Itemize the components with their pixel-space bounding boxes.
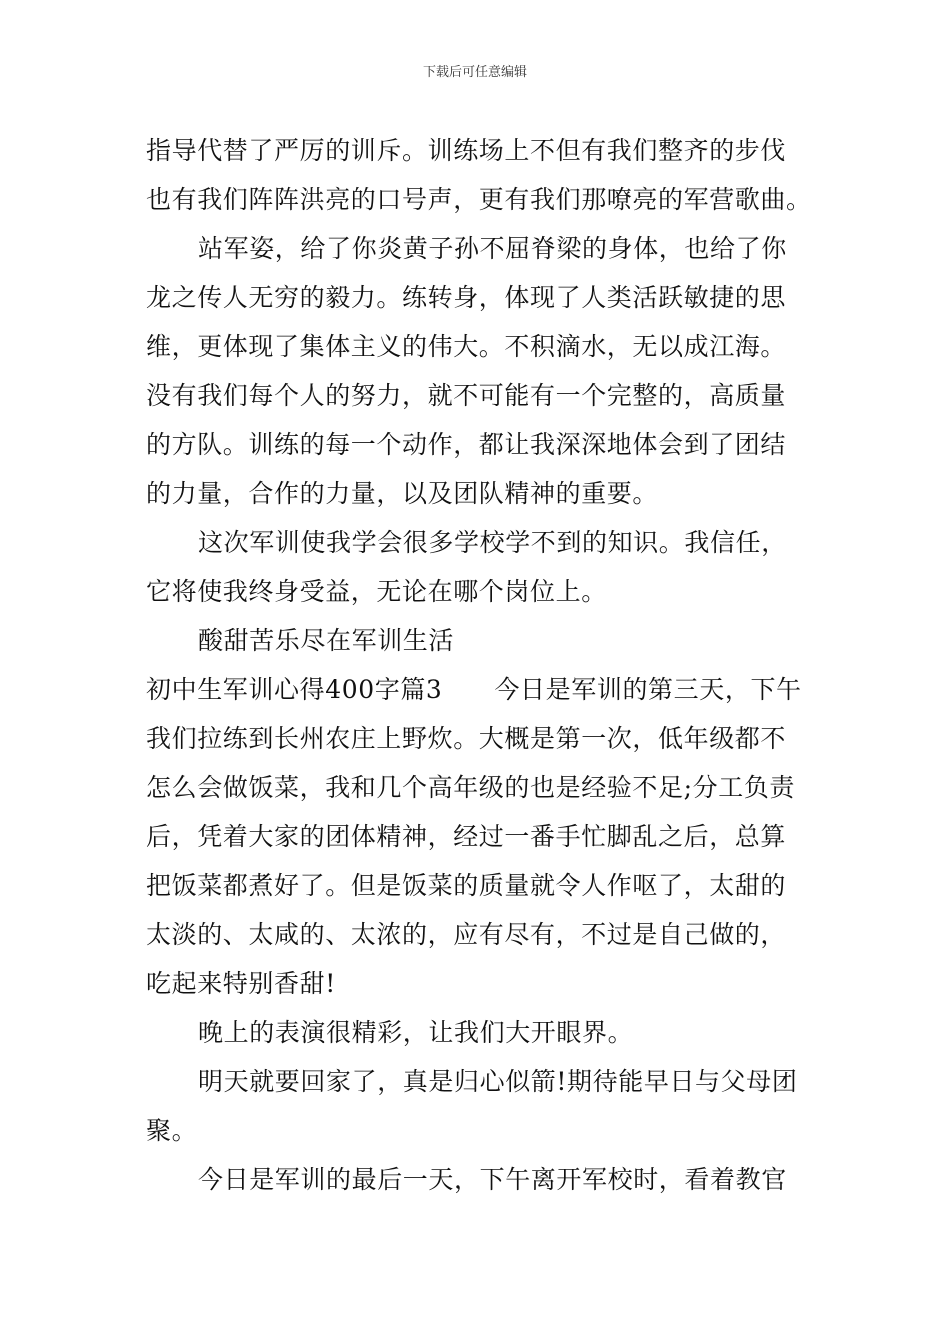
text-line: [146, 371, 810, 420]
text-line: [146, 714, 810, 763]
text-line: [146, 1106, 810, 1155]
text-line: [146, 1008, 810, 1057]
text-line: [146, 175, 810, 224]
text-line: [146, 616, 810, 665]
text-line: [146, 567, 810, 616]
text-line: [146, 812, 810, 861]
text-line: [146, 126, 810, 175]
text-line: [146, 861, 810, 910]
text-line: [146, 518, 810, 567]
text-line-content: 这次军训使我学会很多学校学不到的知识。我信任，: [198, 528, 787, 557]
text-line-content: 明天就要回家了，真是归心似箭!期待能早日与父母团: [198, 1067, 798, 1096]
text-line-content: 维，更体现了集体主义的伟大。不积滴水，无以成江海。: [146, 332, 787, 361]
text-line: [146, 1155, 810, 1204]
text-line: [146, 273, 810, 322]
text-line-content: 吃起来特别香甜!: [146, 969, 336, 998]
text-line-content: 我们拉练到长州农庄上野炊。大概是第一次，低年级都不: [146, 724, 787, 753]
text-line-content: 的方队。训练的每一个动作，都让我深深地体会到了团结: [146, 430, 787, 459]
text-line-content: 怎么会做饭菜，我和几个高年级的也是经验不足;分工负责: [146, 773, 796, 802]
text-line-content: 没有我们每个人的努力，就不可能有一个完整的，高质量: [146, 381, 787, 410]
text-line: [146, 322, 810, 371]
text-line: [146, 224, 810, 273]
page-header-note: 下载后可任意编辑: [422, 65, 527, 80]
text-line: [146, 665, 810, 714]
text-line: [146, 763, 810, 812]
text-line-content: 指导代替了严厉的训斥。训练场上不但有我们整齐的步伐: [146, 136, 787, 165]
text-line: [146, 959, 810, 1008]
text-line: [146, 1057, 810, 1106]
text-line-content: 它将使我终身受益，无论在哪个岗位上。: [146, 577, 607, 606]
text-line-content: 站军姿，给了你炎黄子孙不屈脊梁的身体，也给了你: [198, 234, 787, 263]
text-line-content: 晚上的表演很精彩，让我们大开眼界。: [198, 1018, 634, 1047]
text-line-continuation: 今日是军训的第三天，下午: [494, 675, 802, 704]
text-line-content: 聚。: [146, 1116, 198, 1145]
text-line: [146, 420, 810, 469]
text-line-content: 把饭菜都煮好了。但是饭菜的质量就令人作呕了，太甜的: [146, 871, 787, 900]
text-line-content: 太淡的、太咸的、太浓的，应有尽有，不过是自己做的，: [146, 920, 787, 949]
text-line: [146, 910, 810, 959]
text-line-content: 初中生军训心得400字篇3: [146, 675, 443, 704]
text-line-content: 的力量，合作的力量，以及团队精神的重要。: [146, 479, 659, 508]
document-body: [146, 126, 810, 1204]
text-line: [146, 469, 810, 518]
text-line-content: 龙之传人无穷的毅力。练转身，体现了人类活跃敏捷的思: [146, 283, 787, 312]
text-line-content: 今日是军训的最后一天，下午离开军校时，看着教官: [198, 1165, 787, 1194]
text-line-content: 后，凭着大家的团体精神，经过一番手忙脚乱之后，总算: [146, 822, 787, 851]
text-line-content: 酸甜苦乐尽在军训生活: [198, 626, 455, 655]
text-line-content: 也有我们阵阵洪亮的口号声，更有我们那嘹亮的军营歌曲。: [146, 185, 812, 214]
